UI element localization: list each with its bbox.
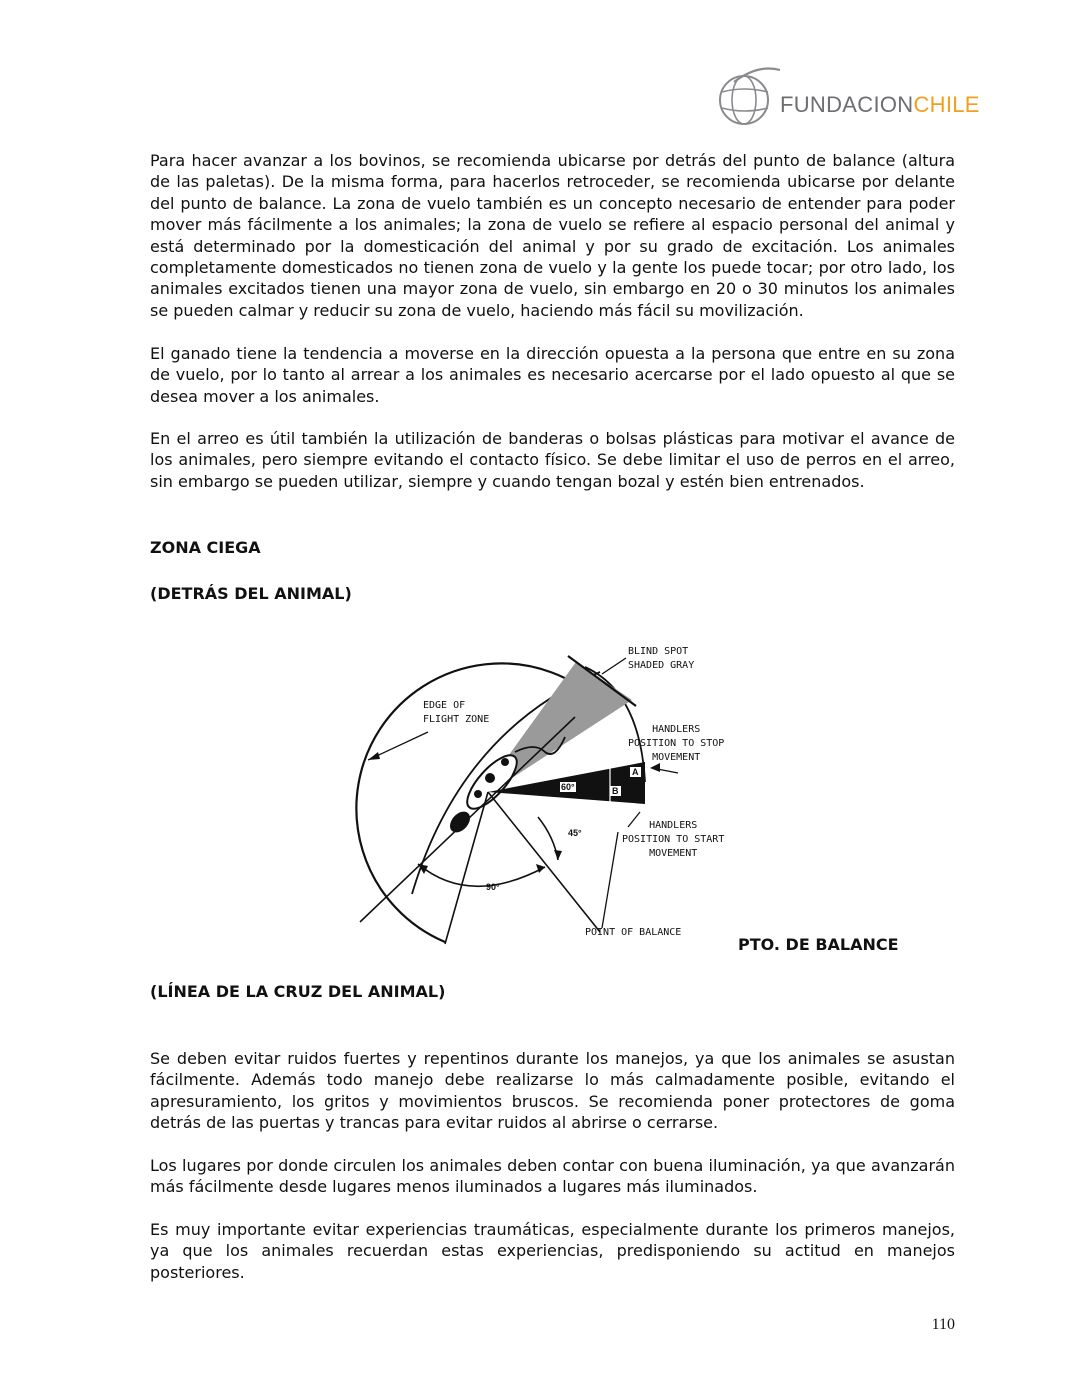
label-point-of-balance: POINT OF BALANCE	[585, 927, 682, 938]
heading-zona-ciega: ZONA CIEGA	[150, 538, 261, 557]
paragraph-punto-balance: Para hacer avanzar a los bovinos, se recomienda ubicarse por detrás del punto de balance (altura de las paletas). De la misma forma, para hacerlos retroceder, se recomienda ubicarse por delante del punto de balance. La zona de vuelo también es un concepto necesario de entender para poder mover más fácilmente a los animales; la zona de vuelo se refiere al espacio personal del animal y está determinado por la domesticación del animal y por su grado de excitación. Los animales completamente domesticados no tienen zona de vuelo y la gente los puede tocar; por otro lado, los animales excitados tienen una mayor zona de vuelo, sin embargo en 20 o 30 minutos los animales se pueden calmar y reducir su zona de vuelo, haciendo más fácil su movilización.	[150, 151, 955, 320]
label-handlers-stop: HANDLERS POSITION TO STOP MOVEMENT	[628, 724, 725, 763]
label-angle-90: 90°	[486, 882, 500, 892]
label-angle-45: 45°	[568, 828, 582, 838]
heading-detras-del-animal: (DETRÁS DEL ANIMAL)	[150, 584, 352, 603]
label-angle-60: 60°	[561, 782, 575, 792]
axis-line-1	[360, 717, 575, 922]
paragraph-banderas: En el arreo es útil también la utilización de banderas o bolsas plásticas para motivar el avance de los animales, pero siempre evitando el contacto físico. Se debe limitar el uso de perros en el arreo, sin embargo se pueden utilizar, siempre y cuando tengan bozal y estén bien entrenados.	[150, 429, 955, 491]
logo-text-fundacion: FUNDACION	[780, 92, 914, 117]
flight-zone-drawing	[340, 632, 760, 952]
heading-pto-de-balance: PTO. DE BALANCE	[738, 935, 899, 954]
paragraph-direccion-opuesta: El ganado tiene la tendencia a moverse en la dirección opuesta a la persona que entre en su zona de vuelo, por lo tanto al arrear a los animales es necesario acercarse por el lado opuesto al que se desea mover a los animales.	[150, 344, 955, 406]
fundacion-chile-logo	[714, 62, 980, 130]
flight-zone-diagram	[340, 632, 760, 952]
logo-text	[780, 92, 980, 118]
logo-text-chile: CHILE	[913, 92, 980, 117]
label-blind-spot: BLIND SPOT SHADED GRAY	[628, 646, 695, 671]
page-number: 110	[931, 1316, 955, 1333]
label-zone-a: A	[632, 767, 639, 777]
label-zone-b: B	[612, 786, 619, 796]
paragraph-iluminacion: Los lugares por donde circulen los animales deben contar con buena iluminación, ya que avanzarán más fácilmente desde lugares menos iluminados a lugares más iluminados.	[150, 1156, 955, 1197]
heading-linea-de-la-cruz: (LÍNEA DE LA CRUZ DEL ANIMAL)	[150, 982, 446, 1001]
globe-swoosh-icon	[714, 62, 784, 130]
paragraph-experiencias: Es muy importante evitar experiencias traumáticas, especialmente durante los primeros manejos, ya que los animales recuerdan estas experiencias, predisponiendo su actitud en manejos posteriores.	[150, 1220, 955, 1282]
label-edge-flight-zone: EDGE OF FLIGHT ZONE	[423, 700, 490, 725]
paragraph-ruidos: Se deben evitar ruidos fuertes y repentinos durante los manejos, ya que los animales se asustan fácilmente. Además todo manejo debe realizarse lo más calmadamente posible, evitando el apresuramiento, los gritos y movimientos bruscos. Se recomienda poner protectores de goma detrás de las puertas y trancas para evitar ruidos al abrirse o cerrarse.	[150, 1049, 955, 1133]
label-handlers-start: HANDLERS POSITION TO START MOVEMENT	[622, 820, 725, 859]
axis-line-2	[488, 792, 600, 932]
